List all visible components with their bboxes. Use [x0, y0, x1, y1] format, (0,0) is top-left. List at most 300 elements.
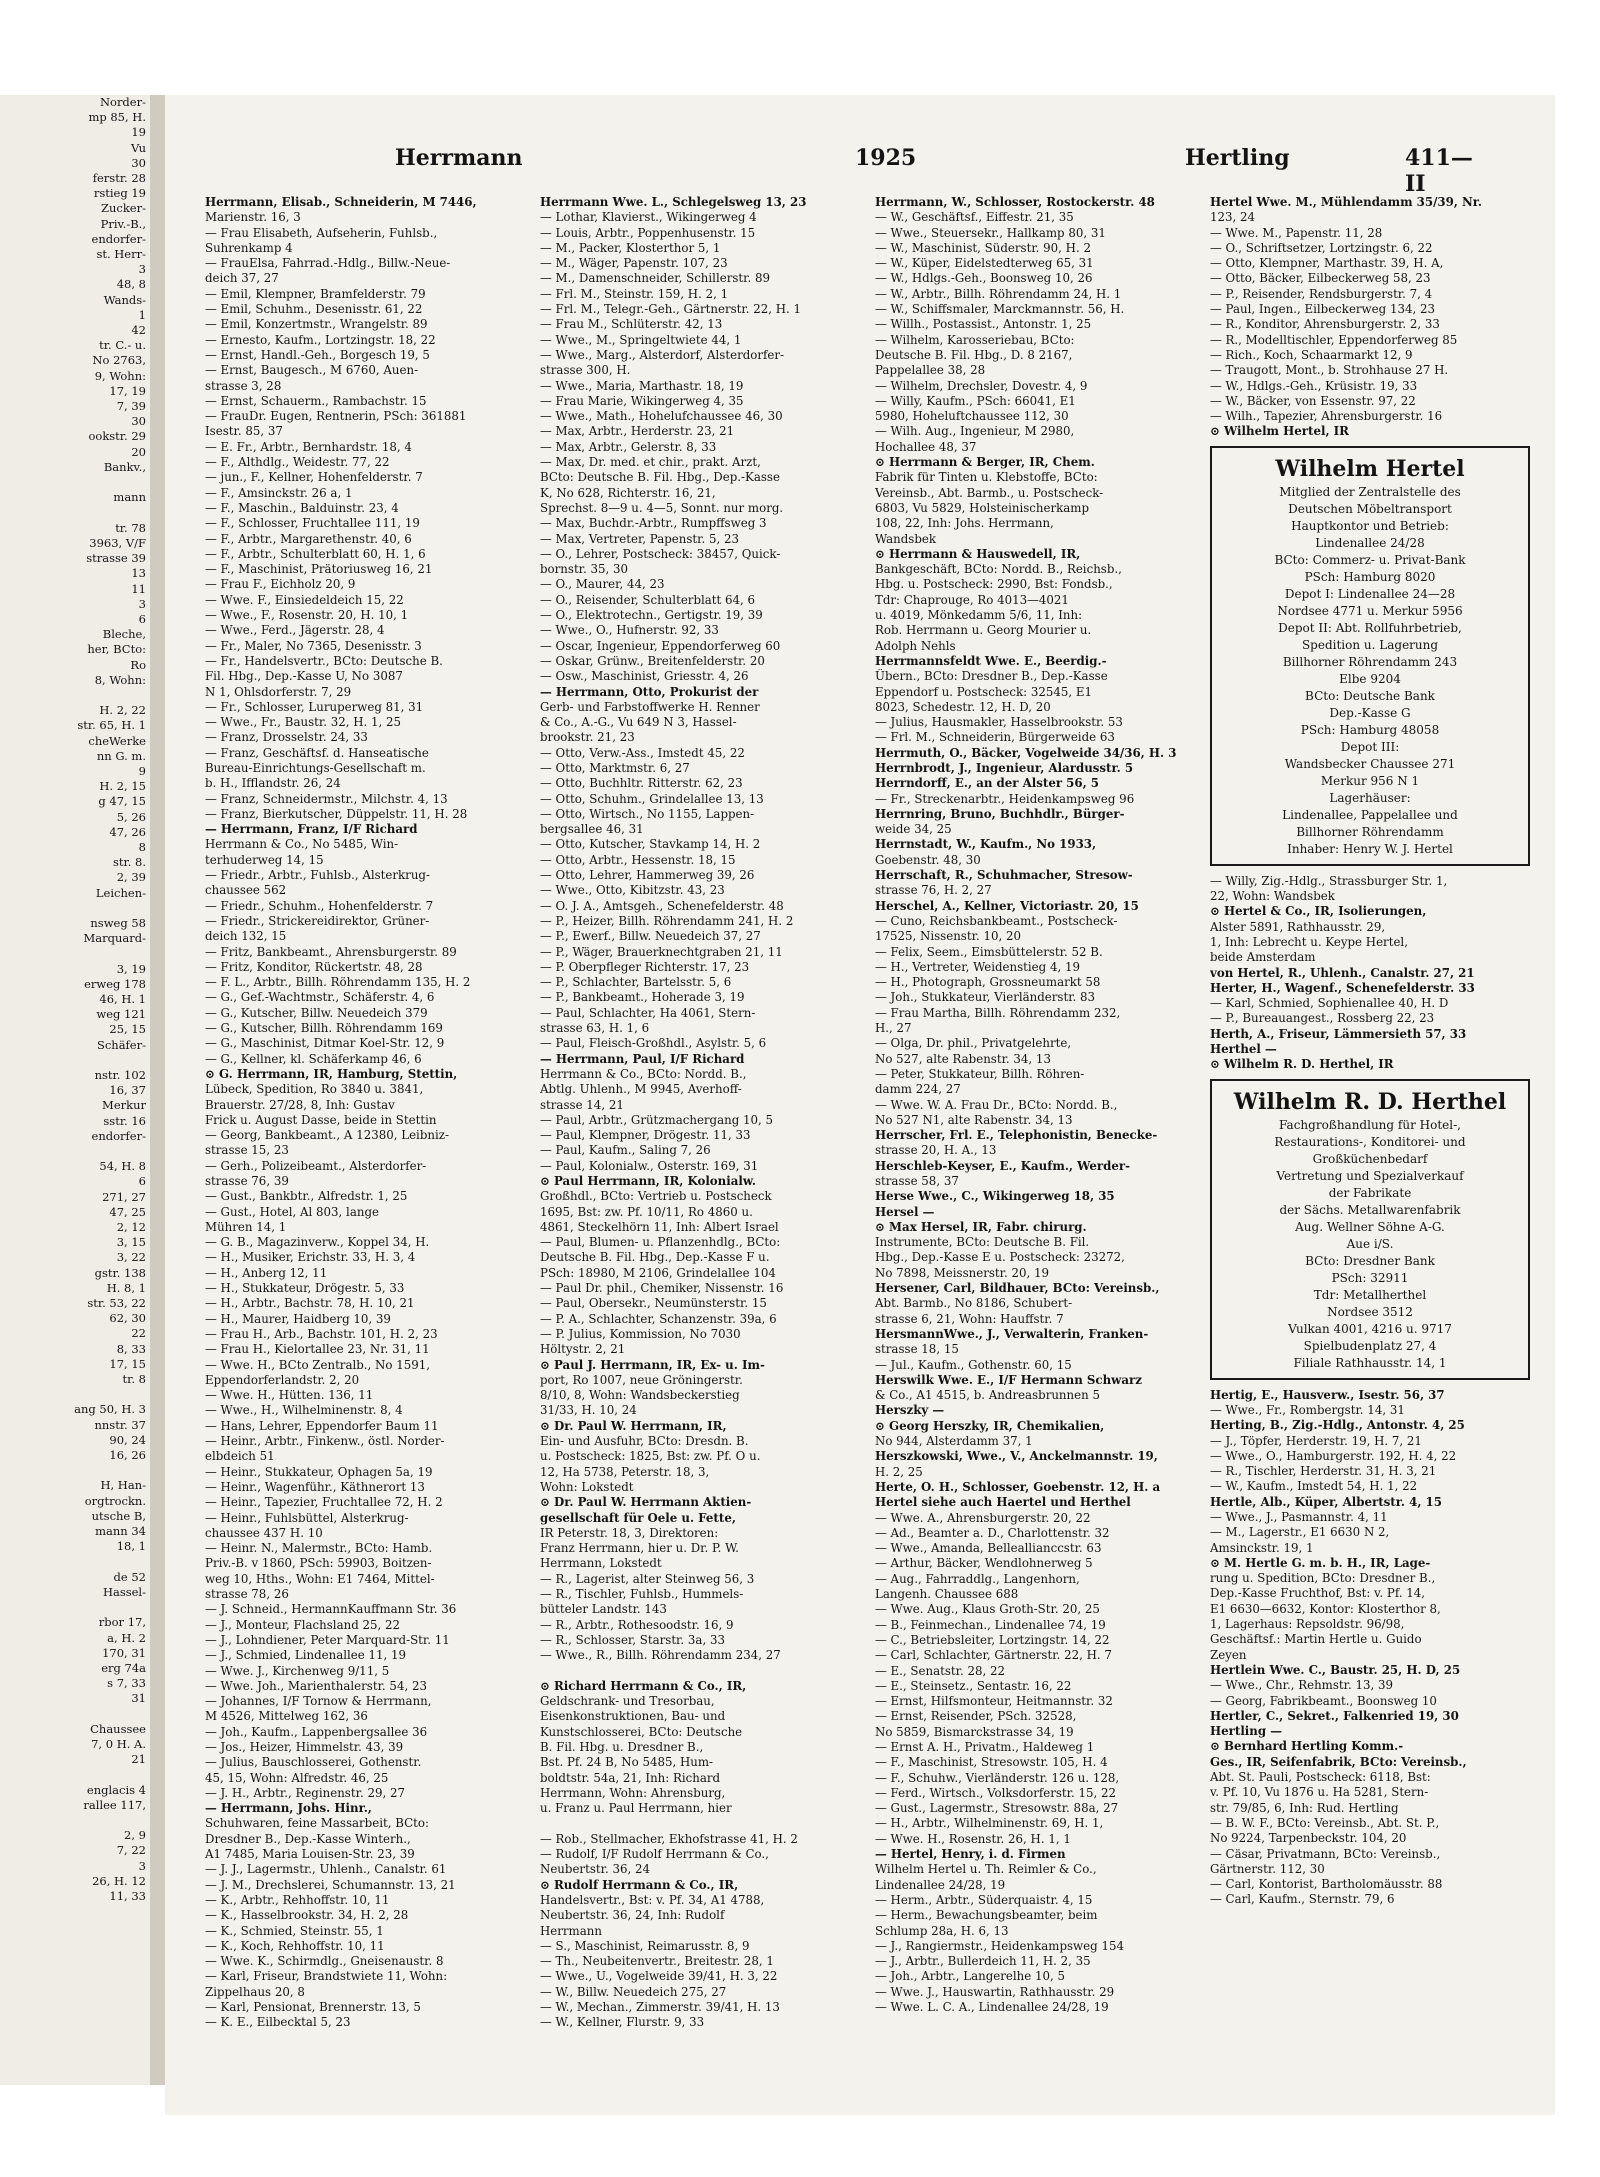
directory-entry-line: — Johannes, I/F Tornow & Herrmann, — [205, 1694, 432, 1709]
directory-entry-line: strasse 78, 26 — [205, 1587, 289, 1602]
directory-entry-line: — M., Damenschneider, Schillerstr. 89 — [540, 271, 770, 286]
cut-off-text-line: 5, 26 — [116, 809, 146, 824]
cut-off-text-line: 13 — [131, 566, 146, 581]
cut-off-text-line: sstr. 16 — [103, 1113, 146, 1128]
directory-entry-line: — Otto, Marktmstr. 6, 27 — [540, 760, 690, 775]
directory-entry-line: — K. E., Eilbecktal 5, 23 — [205, 2015, 351, 2030]
cut-off-text-line: H. 2, 15 — [99, 779, 146, 794]
directory-entry-line: — H., Photograph, Grossneumarkt 58 — [875, 975, 1101, 990]
cut-off-text-line: 17, 15 — [109, 1356, 146, 1371]
directory-entry-line: No 7898, Meissnerstr. 20, 19 — [875, 1265, 1050, 1280]
ad-text-line: Inhaber: Henry W. J. Hertel — [1287, 841, 1453, 856]
directory-entry-line: Geschäftsf.: Martin Hertle u. Guido — [1210, 1632, 1422, 1647]
directory-entry-line: N 1, Ohlsdorferstr. 7, 29 — [205, 684, 352, 699]
cut-off-text-line: Norder- — [99, 95, 146, 109]
cut-off-text-line: st. Herr- — [96, 247, 146, 262]
directory-entry-line: — Cäsar, Privatmann, BCto: Vereinsb., — [1210, 1846, 1441, 1861]
directory-entry-line: Zippelhaus 20, 8 — [205, 1984, 305, 1999]
column-4-bottom-entries — [1210, 1388, 1530, 1908]
directory-entry-line: — Wwe. H., Hütten. 136, 11 — [205, 1388, 374, 1403]
cut-off-text-line: erweg 178 — [84, 976, 146, 991]
header-left-keyword: Herrmann — [395, 145, 523, 171]
directory-entry-line: chaussee 562 — [205, 883, 287, 898]
cut-off-text-line: rallee 117, — [83, 1797, 146, 1812]
directory-entry-line: Handelsvertr., Bst: v. Pf. 34, A1 4788, — [540, 1892, 765, 1907]
cut-off-text-line — [0, 688, 150, 703]
directory-entry-line: — Paul, Kolonialw., Osterstr. 169, 31 — [540, 1158, 759, 1173]
directory-entry-line: Hersener, Carl, Bildhauer, BCto: Vereinsb., — [875, 1281, 1160, 1296]
cut-off-text-line: 90, 24 — [109, 1432, 146, 1447]
directory-entry-line: — K., Koch, Rehhoffstr. 10, 11 — [205, 1938, 385, 1953]
directory-entry-line: — H., Anberg 12, 11 — [205, 1265, 328, 1280]
cut-off-text-line: 7, 22 — [116, 1843, 146, 1858]
directory-entry-line: — Karl, Schmied, Sophienallee 40, H. D — [1210, 996, 1449, 1011]
advertisement-wilhelm-hertel — [1210, 446, 1530, 866]
cut-off-text-line: 6 — [138, 1174, 146, 1189]
directory-entry-line: Marienstr. 16, 3 — [205, 210, 301, 225]
cut-off-text-line: 47, 26 — [109, 824, 146, 839]
directory-entry-line: — Otto, Wirtsch., No 1155, Lappen- — [540, 806, 755, 821]
cut-off-text-line: Ro — [130, 657, 146, 672]
directory-entry-line: — Traugott, Mont., b. Strohhause 27 H. — [1210, 363, 1449, 378]
cut-off-text-line: 30 — [131, 414, 146, 429]
directory-entry-line: — B. W. F., BCto: Vereinsb., Abt. St. P., — [1210, 1815, 1440, 1830]
cut-off-text-line: Merkur — [102, 1098, 146, 1113]
directory-entry-line: — R., Arbtr., Rothesoodstr. 16, 9 — [540, 1617, 734, 1632]
directory-entry-line: — Paul, Ingen., Eilbeckerweg 134, 23 — [1210, 302, 1435, 317]
cut-off-text-line: Vu — [131, 140, 146, 155]
directory-entry-line: Hertel Wwe. M., Mühlendamm 35/39, Nr. — [1210, 195, 1483, 209]
ad-text-line: PSch: Hamburg 48058 — [1300, 722, 1440, 737]
directory-entry-line: — Rob., Stellmacher, Ekhofstrasse 41, H. 2 — [540, 1831, 798, 1846]
cut-off-text-line: 46, H. 1 — [99, 991, 146, 1006]
directory-entry-line: Herting, B., Zig.-Hdlg., Antonstr. 4, 25 — [1210, 1418, 1465, 1433]
ad-text-line: Depot I: Lindenallee 24—28 — [1284, 586, 1456, 601]
directory-entry-line: Herrndorff, E., an der Alster 56, 5 — [875, 776, 1099, 791]
directory-entry-line: — Wwe. J., Hauswartin, Rathhausstr. 29 — [875, 1984, 1115, 1999]
directory-entry-line: Herthel — — [1210, 1042, 1277, 1057]
cut-off-text-line: 3, 22 — [116, 1250, 146, 1265]
directory-entry-line: — Fr., Schlosser, Luruperweg 81, 31 — [205, 699, 424, 714]
directory-entry-line: — Franz, Schneidermstr., Milchstr. 4, 13 — [205, 791, 448, 806]
cut-off-text-line: H, Han- — [100, 1478, 146, 1493]
directory-entry-line: — FrauDr. Eugen, Rentnerin, PSch: 361881 — [205, 409, 467, 424]
directory-entry-line: v. Pf. 10, Vu 1876 u. Ha 5281, Stern- — [1210, 1785, 1429, 1800]
directory-entry-line: — Julius, Bauschlosserei, Gothenstr. — [205, 1755, 422, 1770]
ad-text-line: Spedition u. Lagerung — [1301, 637, 1439, 652]
directory-entry-line: No 944, Alsterdamm 37, 1 — [875, 1434, 1033, 1449]
directory-entry-line: — Otto, Schuhm., Grindelallee 13, 13 — [540, 791, 764, 806]
ad-title: Wilhelm R. D. Herthel — [1233, 1088, 1507, 1115]
directory-entry-line: — Wwe. L. C. A., Lindenallee 24/28, 19 — [875, 2000, 1109, 2015]
directory-entry-line: — G. B., Magazinverw., Koppel 34, H. — [205, 1235, 430, 1250]
cut-off-text-line: 11 — [131, 581, 146, 596]
directory-entry-line: strasse 15, 23 — [205, 1143, 289, 1158]
directory-entry-line: B. Fil. Hbg. u. Dresdner B., — [540, 1739, 704, 1754]
directory-entry-line: — Wwe. H., Rosenstr. 26, H. 1, 1 — [875, 1831, 1071, 1846]
directory-entry-line: ⊙ Paul J. Herrmann, IR, Ex- u. Im- — [540, 1357, 765, 1372]
directory-entry-line: — Herrmann, Franz, I/F Richard — [205, 822, 418, 837]
directory-entry-line: — Fr., Maler, No 7365, Desenisstr. 3 — [205, 638, 422, 653]
directory-entry-line: boldtstr. 54a, 21, Inh: Richard — [540, 1770, 721, 1785]
directory-entry-line: — Hertel, Henry, i. d. Firmen — [875, 1847, 1066, 1862]
directory-entry-line: — O., Reisender, Schulterblatt 64, 6 — [540, 592, 756, 607]
cut-off-text-line: 2, 12 — [116, 1220, 146, 1235]
directory-entry-line: — Rich., Koch, Schaarmarkt 12, 9 — [1210, 347, 1413, 362]
directory-entry-line: — Wwe., Ferd., Jägerstr. 28, 4 — [205, 623, 385, 638]
cut-off-text-line: 8, 33 — [116, 1341, 146, 1356]
cut-off-text-line — [0, 1600, 150, 1615]
directory-entry-line: — J., Lohndiener, Peter Marquard-Str. 11 — [205, 1632, 450, 1647]
directory-entry-line: No 5859, Bismarckstrasse 34, 19 — [875, 1724, 1074, 1739]
directory-entry-line: — Peter, Stukkateur, Billh. Röhren- — [875, 1066, 1085, 1081]
directory-entry-line: — Wwe., Maria, Marthastr. 18, 19 — [540, 378, 744, 393]
directory-entry-line: — Ernst A. H., Privatm., Haldeweg 1 — [875, 1739, 1095, 1754]
directory-entry-line: — Herrmann, Otto, Prokurist der — [540, 684, 759, 699]
directory-entry-line: — G., Kellner, kl. Schäferkamp 46, 6 — [205, 1051, 422, 1066]
cut-off-text-line: 62, 30 — [109, 1311, 146, 1326]
directory-entry-line: — J., Rangiermstr., Heidenkampsweg 154 — [875, 1938, 1124, 1953]
directory-entry-line: — G., Kutscher, Billh. Röhrendamm 169 — [205, 1021, 443, 1036]
directory-entry-line: — Friedr., Arbtr., Fuhlsb., Alsterkrug- — [205, 868, 430, 883]
column-4-middle-entries — [1210, 874, 1530, 1073]
directory-entry-line: — Wwe., Steuersekr., Hallkamp 80, 31 — [875, 225, 1106, 240]
directory-entry-line: strasse 76, H. 2, 27 — [875, 883, 992, 898]
directory-entry-line: — Hans, Lehrer, Eppendorfer Baum 11 — [205, 1418, 439, 1433]
directory-entry-line: Herszky — — [875, 1403, 945, 1418]
directory-entry-line: ⊙ Dr. Paul W. Herrmann Aktien- — [540, 1495, 752, 1510]
directory-entry-line: — G., Maschinist, Ditmar Koel-Str. 12, 9 — [205, 1036, 445, 1051]
directory-entry-line: Adolph Nehls — [875, 638, 956, 653]
cut-off-text-line: 18, 1 — [116, 1539, 146, 1554]
directory-entry-line: u. Postscheck: 1825, Bst: zw. Pf. O u. — [540, 1449, 761, 1464]
directory-entry-line: ⊙ Hertel & Co., IR, Isolierungen, — [1210, 904, 1427, 919]
directory-entry-line: — Wwe., J., Pasmannstr. 4, 11 — [1210, 1509, 1388, 1524]
directory-entry-line: — Emil, Schuhm., Desenisstr. 61, 22 — [205, 302, 423, 317]
directory-entry-line: — Otto, Verw.-Ass., Imstedt 45, 22 — [540, 745, 745, 760]
directory-entry-line: — Gust., Lagermstr., Stresowstr. 88a, 27 — [875, 1801, 1119, 1816]
cut-off-text-line: str. 65, H. 1 — [77, 718, 146, 733]
directory-entry-line: IR Peterstr. 18, 3, Direktoren: — [540, 1525, 719, 1540]
directory-entry-line: — Herrmann, Johs. Hinr., — [205, 1801, 372, 1816]
directory-entry-line: Herrmannsfeldt Wwe. E., Beerdig.- — [875, 653, 1107, 668]
directory-entry-line: — Jul., Kaufm., Gothenstr. 60, 15 — [875, 1357, 1072, 1372]
directory-entry-line: — F., Maschin., Balduinstr. 23, 4 — [205, 500, 399, 515]
directory-entry-line: — Karl, Pensionat, Brennerstr. 13, 5 — [205, 2000, 421, 2015]
directory-entry-line: ⊙ Wilhelm Hertel, IR — [1210, 424, 1349, 439]
directory-entry-line: Ges., IR, Seifenfabrik, BCto: Vereinsb., — [1210, 1754, 1467, 1769]
directory-entry-line: — jun., F., Kellner, Hohenfelderstr. 7 — [205, 470, 423, 485]
cut-off-text-line: Chaussee — [90, 1721, 146, 1736]
directory-entry-line: — Frl. M., Schneiderin, Bürgerweide 63 — [875, 730, 1115, 745]
directory-entry-line: Großhdl., BCto: Vertrieb u. Postscheck — [540, 1189, 772, 1204]
ad-text-line: Billhorner Röhrendamm 243 — [1282, 654, 1458, 669]
cut-off-text-line: endorfer- — [91, 1128, 146, 1143]
ad-text-line: Deutschen Möbeltransport — [1288, 501, 1452, 516]
directory-entry-line: deich 37, 27 — [205, 271, 279, 286]
directory-entry-line: Herrnstadt, W., Kaufm., No 1933, — [875, 837, 1097, 852]
directory-entry-line: — J., Schmied, Lindenallee 11, 19 — [205, 1648, 407, 1663]
cut-off-text-line — [0, 1555, 150, 1570]
directory-entry-line: Hersel — — [875, 1204, 935, 1219]
directory-entry-line: — Joh., Arbtr., Langerelhe 10, 5 — [875, 1969, 1066, 1984]
directory-entry-line: A1 7485, Maria Louisen-Str. 23, 39 — [205, 1847, 415, 1862]
directory-entry-line: — Fr., Handelsvertr., BCto: Deutsche B. — [205, 653, 443, 668]
directory-entry-line: — J. J., Lagermstr., Uhlenh., Canalstr. 61 — [205, 1862, 447, 1877]
column-3 — [875, 195, 1195, 2015]
cut-off-text-line: 2, 9 — [124, 1828, 146, 1843]
cut-off-text-line: ferstr. 28 — [92, 171, 146, 186]
directory-entry-line: — F., Maschinist, Prätoriusweg 16, 21 — [205, 562, 433, 577]
cut-off-text-line: Priv.-B., — [100, 216, 146, 231]
cut-off-text-line: Wands- — [103, 292, 146, 307]
cut-off-text-line: nsweg 58 — [90, 915, 146, 930]
directory-entry-line: — J. Schneid., HermannKauffmann Str. 36 — [205, 1602, 457, 1617]
cut-off-text-line: H. 8, 1 — [106, 1280, 146, 1295]
directory-entry-line: — Wwe., Fr., Baustr. 32, H. 1, 25 — [205, 715, 402, 730]
directory-entry-line: 1, Lagerhaus: Repsoldstr. 96/98, — [1210, 1617, 1405, 1632]
directory-entry-line: — P., Reisender, Rendsburgerstr. 7, 4 — [1210, 286, 1433, 301]
directory-entry-line: — W., Kaufm., Imstedt 54, H. 1, 22 — [1210, 1479, 1418, 1494]
directory-entry-line: u. 4019, Mönkedamm 5/6, 11, Inh: — [875, 608, 1083, 623]
directory-entry-line: — R., Modelltischler, Eppendorferweg 85 — [1210, 332, 1458, 347]
directory-entry-line: — Fritz, Konditor, Rückertstr. 48, 28 — [205, 959, 423, 974]
ad-text-line: PSch: 32911 — [1331, 1270, 1409, 1285]
directory-entry-line: — P., Bureauangest., Rossberg 22, 23 — [1210, 1011, 1435, 1026]
directory-entry-line: — Otto, Klempner, Marthastr. 39, H. A, — [1210, 256, 1444, 271]
directory-entry-line: — Ad., Beamter a. D., Charlottenstr. 32 — [875, 1525, 1110, 1540]
cut-off-text-line: tr. 78 — [115, 520, 146, 535]
directory-entry-line: — M., Wäger, Papenstr. 107, 23 — [540, 256, 728, 271]
cut-off-text-line: nstr. 102 — [94, 1068, 146, 1082]
cut-off-text-line — [0, 1707, 150, 1722]
directory-entry-line: — O., Lehrer, Postscheck: 38457, Quick- — [540, 546, 781, 561]
directory-entry-line: — W., Geschäftsf., Eiffestr. 21, 35 — [875, 210, 1074, 225]
directory-entry-line: Tdr: Chaprouge, Ro 4013—4021 — [875, 592, 1069, 607]
ad-text-line: Elbe 9204 — [1339, 671, 1401, 686]
ad-text-line: Restaurations-, Konditorei- und — [1274, 1134, 1466, 1149]
directory-entry-line: Herrmann, Elisab., Schneiderin, M 7446, — [205, 195, 477, 209]
directory-entry-line: Rob. Herrmann u. Georg Mourier u. — [875, 623, 1092, 638]
directory-entry-line: 1, Inh: Lebrecht u. Keype Hertel, — [1210, 934, 1408, 949]
directory-entry-line: — Carl, Kaufm., Sternstr. 79, 6 — [1210, 1892, 1395, 1907]
header-year: 1925 — [855, 145, 917, 171]
directory-entry-line: No 527, alte Rabenstr. 34, 13 — [875, 1051, 1051, 1066]
directory-entry-line: — K., Hasselbrookstr. 34, H. 2, 28 — [205, 1908, 409, 1923]
directory-entry-line: — Georg, Fabrikbeamt., Boonsweg 10 — [1210, 1693, 1437, 1708]
directory-entry-line: beide Amsterdam — [1210, 950, 1316, 965]
directory-entry-line: Franz Herrmann, hier u. Dr. P. W. — [540, 1541, 739, 1556]
directory-entry-line: — Louis, Arbtr., Poppenhusenstr. 15 — [540, 225, 756, 240]
directory-entry-line: strasse 300, H. — [540, 363, 631, 378]
directory-entry-line: — Emil, Klempner, Bramfelderstr. 79 — [205, 286, 426, 301]
directory-entry-line: — Herrmann, Paul, I/F Richard — [540, 1051, 745, 1066]
cut-off-text-line: 3 — [138, 1858, 146, 1873]
cut-off-text-line — [0, 505, 150, 520]
ad-text-line: Lindenallee, Pappelallee und — [1282, 807, 1458, 822]
directory-entry-line: Herrmann & Co., No 5485, Win- — [205, 837, 399, 852]
directory-entry-line: Pappelallee 38, 28 — [875, 363, 986, 378]
directory-entry-line: ⊙ Richard Herrmann & Co., IR, — [540, 1678, 747, 1693]
directory-entry-line: ⊙ Max Hersel, IR, Fabr. chirurg. — [875, 1219, 1087, 1234]
cut-off-text-line: de 52 — [113, 1569, 146, 1584]
directory-entry-line: elbdeich 51 — [205, 1449, 275, 1464]
directory-entry-line: — Wwe. Joh., Marienthalerstr. 54, 23 — [205, 1678, 427, 1693]
directory-entry-line: — H., Maurer, Haidberg 10, 39 — [205, 1311, 391, 1326]
cut-off-text-line: 30 — [131, 155, 146, 170]
directory-entry-line: ⊙ Dr. Paul W. Herrmann, IR, — [540, 1418, 727, 1433]
cut-off-text-line: 271, 27 — [102, 1189, 146, 1204]
directory-entry-line: — F., Althdlg., Weidestr. 77, 22 — [205, 455, 390, 470]
cut-off-text-line: Zucker- — [101, 201, 146, 216]
directory-entry-line: — Max, Buchdr.-Arbtr., Rumpffsweg 3 — [540, 516, 767, 531]
directory-entry-line: 6803, Vu 5829, Holsteinischerkamp — [875, 500, 1090, 515]
ad-text-line: Aug. Wellner Söhne A-G. — [1295, 1219, 1445, 1234]
directory-entry-line: Höltystr. 2, 21 — [540, 1342, 626, 1357]
directory-entry-line: — J. H., Arbtr., Reginenstr. 29, 27 — [205, 1785, 405, 1800]
directory-entry-line: Herszkowski, Wwe., V., Anckelmannstr. 19, — [875, 1449, 1158, 1464]
directory-entry-line: — Ernst, Schauerm., Rambachstr. 15 — [205, 393, 427, 408]
cut-off-text-line: 25, 15 — [109, 1022, 146, 1037]
directory-entry-line: Herrmann & Co., BCto: Nordd. B., — [540, 1066, 747, 1081]
directory-entry-line: port, Ro 1007, neue Gröningerstr. — [540, 1372, 743, 1387]
directory-entry-line: 1695, Bst: zw. Pf. 10/11, Ro 4860 u. — [540, 1204, 753, 1219]
directory-entry-line: — Wwe. H., BCto Zentralb., No 1591, — [205, 1357, 431, 1372]
directory-entry-line: — Rudolf, I/F Rudolf Herrmann & Co., — [540, 1847, 769, 1862]
directory-entry-line: — Wwe., O., Hamburgerstr. 192, H. 4, 22 — [1210, 1448, 1457, 1463]
directory-entry-line: — Paul, Obersekr., Neumünsterstr. 15 — [540, 1296, 767, 1311]
cut-off-text-line: a, H. 2 — [107, 1630, 146, 1645]
directory-entry-line: Abt. Barmb., No 8186, Schubert- — [875, 1296, 1073, 1311]
directory-entry-line: — P., Schlachter, Bartelsstr. 5, 6 — [540, 975, 732, 990]
directory-entry-line — [540, 1816, 860, 1831]
directory-entry-line: — Wilhelm, Drechsler, Dovestr. 4, 9 — [875, 378, 1088, 393]
directory-entry-line: — Wwe., F., Rosenstr. 20, H. 10, 1 — [205, 608, 409, 623]
directory-entry-line: — Georg, Bankbeamt., A 12380, Leibniz- — [205, 1128, 449, 1143]
cut-off-text-line: englacis 4 — [86, 1782, 146, 1797]
directory-entry-line: Ein- und Ausfuhr, BCto: Dresdn. B. — [540, 1434, 749, 1449]
directory-entry-line: & Co., A1 4515, b. Andreasbrunnen 5 — [875, 1388, 1100, 1403]
directory-entry-line: Herrscher, Frl. E., Telephonistin, Benecke- — [875, 1128, 1158, 1143]
directory-entry-line: weg 10, Hths., Wohn: E1 7464, Mittel- — [205, 1571, 435, 1586]
cut-off-text-line: strasse 39 — [86, 551, 146, 566]
cut-off-text-line: str. 53, 22 — [87, 1296, 146, 1311]
cut-off-text-line: ookstr. 29 — [88, 429, 146, 444]
directory-entry-line: 12, Ha 5738, Peterstr. 18, 3, — [540, 1464, 710, 1479]
cut-off-text-line: Schäfer- — [96, 1037, 146, 1052]
directory-entry-line: — Heinr., Wagenführ., Käthnerort 13 — [205, 1479, 425, 1494]
directory-entry-line: Eppendorferlandstr. 2, 20 — [205, 1372, 360, 1387]
directory-entry-line: — Ernst, Reisender, PSch. 32528, — [875, 1709, 1077, 1724]
ad-text-line: Lindenallee 24/28 — [1315, 535, 1425, 550]
directory-entry-line: Goebenstr. 48, 30 — [875, 852, 981, 867]
directory-entry-line: — F., Schuhw., Vierländerstr. 126 u. 128, — [875, 1770, 1120, 1785]
directory-entry-line: — Carl, Kontorist, Bartholomäusstr. 88 — [1210, 1877, 1443, 1892]
directory-entry-line: — H., Arbtr., Bachstr. 78, H. 10, 21 — [205, 1296, 415, 1311]
ad-body — [1218, 484, 1522, 858]
cut-off-text-line: str. 8. — [112, 855, 146, 870]
directory-entry-line: 4861, Steckelhörn 11, Inh: Albert Israel — [540, 1219, 779, 1234]
directory-entry-line: — Wilh. Aug., Ingenieur, M 2980, — [875, 424, 1075, 439]
directory-entry-line: — Wwe. M., Papenstr. 11, 28 — [1210, 225, 1383, 240]
directory-entry-line: — Gust., Bankbtr., Alfredstr. 1, 25 — [205, 1189, 408, 1204]
directory-entry-line: — Wwe. Aug., Klaus Groth-Str. 20, 25 — [875, 1602, 1100, 1617]
cut-off-text-line: endorfer- — [91, 231, 146, 246]
cut-off-text-line: Hassel- — [102, 1584, 146, 1599]
cut-off-text-line: 3 — [138, 596, 146, 611]
cut-off-text-line: 16, 26 — [109, 1448, 146, 1463]
directory-entry-line: — P., Bankbeamt., Hoherade 3, 19 — [540, 990, 745, 1005]
ad-text-line: Tdr: Metallherthel — [1313, 1287, 1427, 1302]
directory-entry-line: Neubertstr. 36, 24 — [540, 1862, 650, 1877]
directory-entry-line: — Joh., Kaufm., Lappenbergsallee 36 — [205, 1724, 428, 1739]
cut-off-text-line: No 2763, — [92, 353, 146, 368]
directory-entry-line: Übern., BCto: Dresdner B., Dep.-Kasse — [875, 669, 1108, 684]
directory-entry-line: — F., Amsinckstr. 26 a, 1 — [205, 485, 353, 500]
ad-text-line: Filiale Rathhausstr. 14, 1 — [1293, 1355, 1447, 1370]
cut-off-text-line: her, BCto: — [87, 642, 146, 657]
directory-entry-line: Zeyen — [1210, 1647, 1247, 1662]
directory-entry-line: damm 224, 27 — [875, 1082, 961, 1097]
directory-entry-line: — J. M., Drechslerei, Schumannstr. 13, 21 — [205, 1877, 456, 1892]
directory-entry-line: Herrmann, Wohn: Ahrensburg, — [540, 1785, 726, 1800]
directory-entry-line: — K., Schmied, Steinstr. 55, 1 — [205, 1923, 384, 1938]
directory-entry-line: Hochallee 48, 37 — [875, 439, 977, 454]
column-1 — [205, 195, 525, 2031]
directory-entry-line: — Emil, Konzertmstr., Wrangelstr. 89 — [205, 317, 428, 332]
directory-entry-line: — Ernst, Baugesch., M 6760, Auen- — [205, 363, 419, 378]
directory-entry-line: — Frau F., Eichholz 20, 9 — [205, 577, 356, 592]
directory-entry-line: — P., Ewerf., Billw. Neuedeich 37, 27 — [540, 929, 761, 944]
directory-entry-line: — Frau H., Kielortallee 23, Nr. 31, 11 — [205, 1342, 430, 1357]
directory-entry-line: — Frau Marie, Wikingerweg 4, 35 — [540, 393, 744, 408]
cut-off-text-line: erg 74a — [101, 1660, 146, 1675]
directory-entry-line: — W., Bäcker, von Essenstr. 97, 22 — [1210, 393, 1416, 408]
directory-entry-line: — E. Fr., Arbtr., Bernhardstr. 18, 4 — [205, 439, 412, 454]
directory-entry-line: — Gerh., Polizeibeamt., Alsterdorfer- — [205, 1158, 427, 1173]
directory-entry-line: — Friedr., Strickereidirektor, Grüner- — [205, 913, 430, 928]
directory-entry-line: Herschel, A., Kellner, Victoriastr. 20, 15 — [875, 898, 1139, 913]
directory-entry-line: von Hertel, R., Uhlenh., Canalstr. 27, 21 — [1210, 965, 1475, 980]
cut-off-text-line: 16, 37 — [109, 1083, 146, 1098]
directory-entry-line: 22, Wohn: Wandsbek — [1210, 889, 1335, 904]
ad-text-line: Hauptkontor und Betrieb: — [1291, 518, 1449, 533]
directory-entry-line: ⊙ Georg Herszky, IR, Chemikalien, — [875, 1418, 1105, 1433]
cut-off-text-line — [0, 946, 150, 961]
directory-entry-line: — Wilh., Tapezier, Ahrensburgerstr. 16 — [1210, 409, 1443, 424]
directory-entry-line: — F., Arbtr., Schulterblatt 60, H. 1, 6 — [205, 546, 426, 561]
directory-entry-line: Langenh. Chaussee 688 — [875, 1587, 1019, 1602]
directory-entry-line: 5980, Hoheluftchaussee 112, 30 — [875, 409, 1069, 424]
cut-off-text-line: 19 — [131, 125, 146, 140]
previous-page-strip — [0, 95, 150, 2085]
directory-entry-line: — Paul, Schlachter, Ha 4061, Stern- — [540, 1005, 756, 1020]
column-2 — [540, 195, 860, 2031]
cut-off-text-line: 54, H. 8 — [99, 1159, 146, 1174]
directory-entry-line: Lübeck, Spedition, Ro 3840 u. 3841, — [205, 1082, 424, 1097]
cut-off-text-line: g 47, 15 — [98, 794, 146, 809]
ad-text-line: Aue i/S. — [1346, 1236, 1394, 1251]
directory-entry-line: — Carl, Schlachter, Gärtnerstr. 22, H. 7 — [875, 1648, 1112, 1663]
ad-text-line: BCto: Deutsche Bank — [1305, 688, 1435, 703]
cut-off-text-line: utsche B, — [91, 1508, 146, 1523]
ad-text-line: BCto: Commerz- u. Privat-Bank — [1274, 552, 1466, 567]
ad-text-line: der Fabrikate — [1328, 1185, 1412, 1200]
cut-off-text-line: Leichen- — [95, 885, 146, 900]
directory-entry-line: Wilhelm Hertel u. Th. Reimler & Co., — [875, 1862, 1097, 1877]
directory-entry-line: Herswilk Wwe. E., I/F Hermann Schwarz — [875, 1372, 1142, 1387]
directory-entry-line: Hbg., Dep.-Kasse E u. Postscheck: 23272, — [875, 1250, 1125, 1265]
